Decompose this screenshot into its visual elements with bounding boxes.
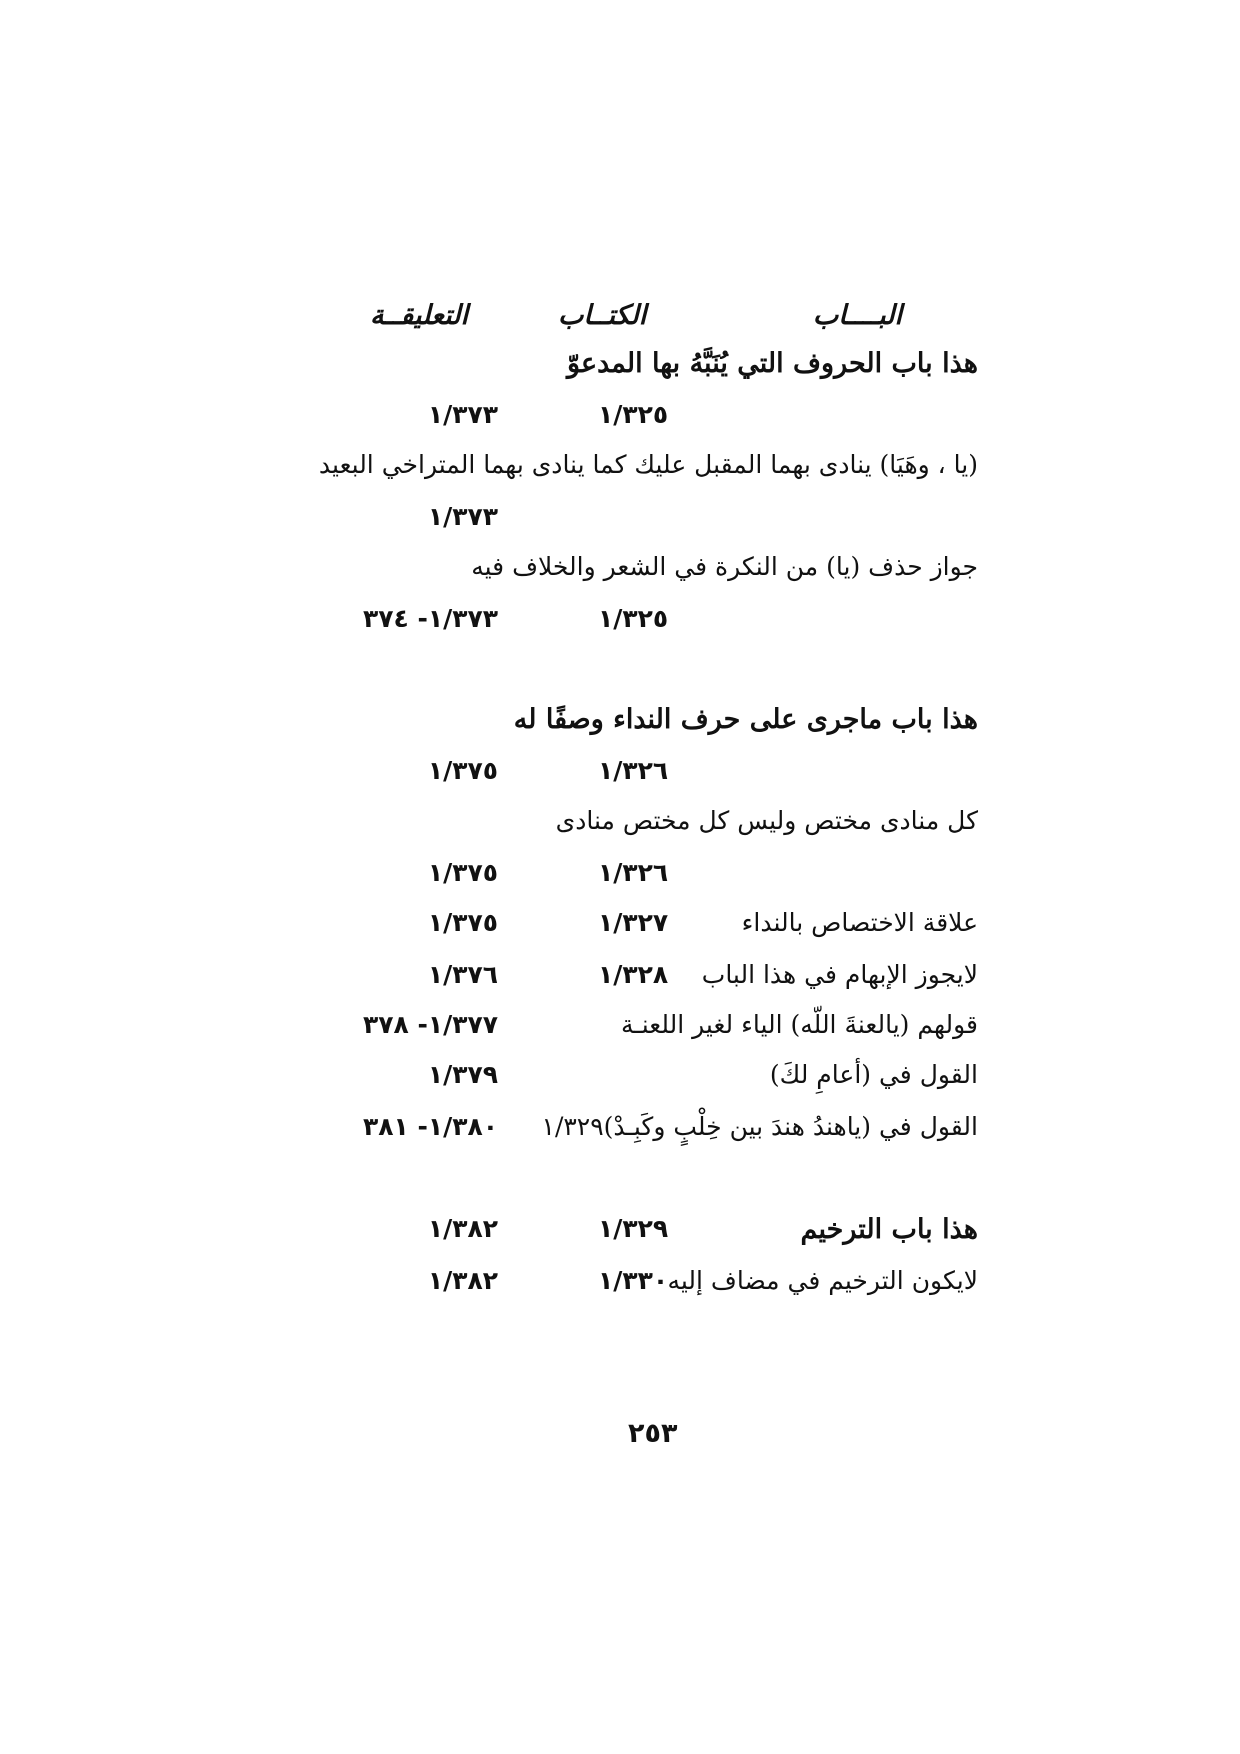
taliqa-ref: ١/٣٨٢	[427, 1266, 498, 1295]
table-row	[0, 348, 1240, 392]
kitab-ref: ١/٣٢٩	[598, 1214, 669, 1243]
table-row	[0, 858, 1240, 902]
taliqa-ref: ١/٣٧٣	[427, 502, 498, 531]
table-row	[0, 1214, 1240, 1258]
table-row	[0, 552, 1240, 596]
table-row	[0, 908, 1240, 952]
table-row	[0, 756, 1240, 800]
taliqa-ref: ١/٣٨٠- ٣٨١	[362, 1112, 498, 1141]
taliqa-ref: ١/٣٧٥	[427, 858, 498, 887]
page-number: ٢٥٣	[628, 1418, 678, 1449]
table-row	[0, 604, 1240, 648]
entry-text: جواز حذف (يا) من النكرة في الشعر والخلاف فيه	[471, 552, 978, 581]
section-heading: هذا باب ماجرى على حرف النداء وصفًا له	[513, 704, 978, 735]
kitab-ref: ١/٣٢٦	[598, 756, 669, 785]
entry-text: كل منادى مختص وليس كل مختص منادى	[555, 806, 978, 835]
taliqa-ref: ١/٣٧٩	[427, 1060, 498, 1089]
section-heading: هذا باب الحروف التي يُنَبَّهُ بها المدعوّ	[567, 348, 978, 379]
table-row	[0, 806, 1240, 850]
taliqa-ref: ١/٣٨٢	[427, 1214, 498, 1243]
column-header-kitab: الكتــاب	[558, 300, 647, 331]
column-header-bab: البــــاب	[812, 300, 902, 331]
taliqa-ref: ١/٣٧٦	[427, 960, 498, 989]
entry-text: لايجوز الإبهام في هذا الباب	[701, 960, 978, 989]
column-header-taliqa: التعليقــة	[370, 300, 468, 331]
entry-text: القول في (أعامِ لكَ)	[769, 1060, 978, 1089]
entry-text: علاقة الاختصاص بالنداء	[741, 908, 978, 937]
table-row	[0, 450, 1240, 494]
table-row	[0, 400, 1240, 444]
kitab-ref: ١/٣٢٦	[598, 858, 669, 887]
entry-text: لايكون الترخيم في مضاف إليه	[667, 1266, 978, 1295]
table-row	[0, 502, 1240, 546]
kitab-ref: ١/٣٣٠	[598, 1266, 669, 1295]
table-row	[0, 960, 1240, 1004]
kitab-ref: ١/٣٢٥	[598, 604, 669, 633]
table-row	[0, 1112, 1240, 1156]
kitab-ref: ١/٣٢٨	[598, 960, 669, 989]
taliqa-ref: ١/٣٧٣- ٣٧٤	[362, 604, 498, 633]
kitab-ref: ١/٣٢٧	[598, 908, 669, 937]
table-row	[0, 1266, 1240, 1310]
taliqa-ref: ١/٣٧٥	[427, 756, 498, 785]
table-row	[0, 1010, 1240, 1054]
taliqa-ref: ١/٣٧٥	[427, 908, 498, 937]
table-row	[0, 704, 1240, 748]
table-row	[0, 1060, 1240, 1104]
section-heading: هذا باب الترخيم	[800, 1214, 978, 1245]
entry-text: قولهم (يالعنةَ اللّه) الياء لغير اللعنـة	[621, 1010, 978, 1039]
taliqa-ref: ١/٣٧٧- ٣٧٨	[362, 1010, 498, 1039]
kitab-ref: ١/٣٢٥	[598, 400, 669, 429]
entry-text: (يا ، وهَيَا) ينادى بهما المقبل عليك كما ينادى بهما المتراخي البعيد	[318, 450, 978, 479]
entry-text: القول في (ياهندُ هندَ بين خِلْبٍ وكَبِـدْ)١/٣٢٩	[541, 1112, 978, 1141]
taliqa-ref: ١/٣٧٣	[427, 400, 498, 429]
